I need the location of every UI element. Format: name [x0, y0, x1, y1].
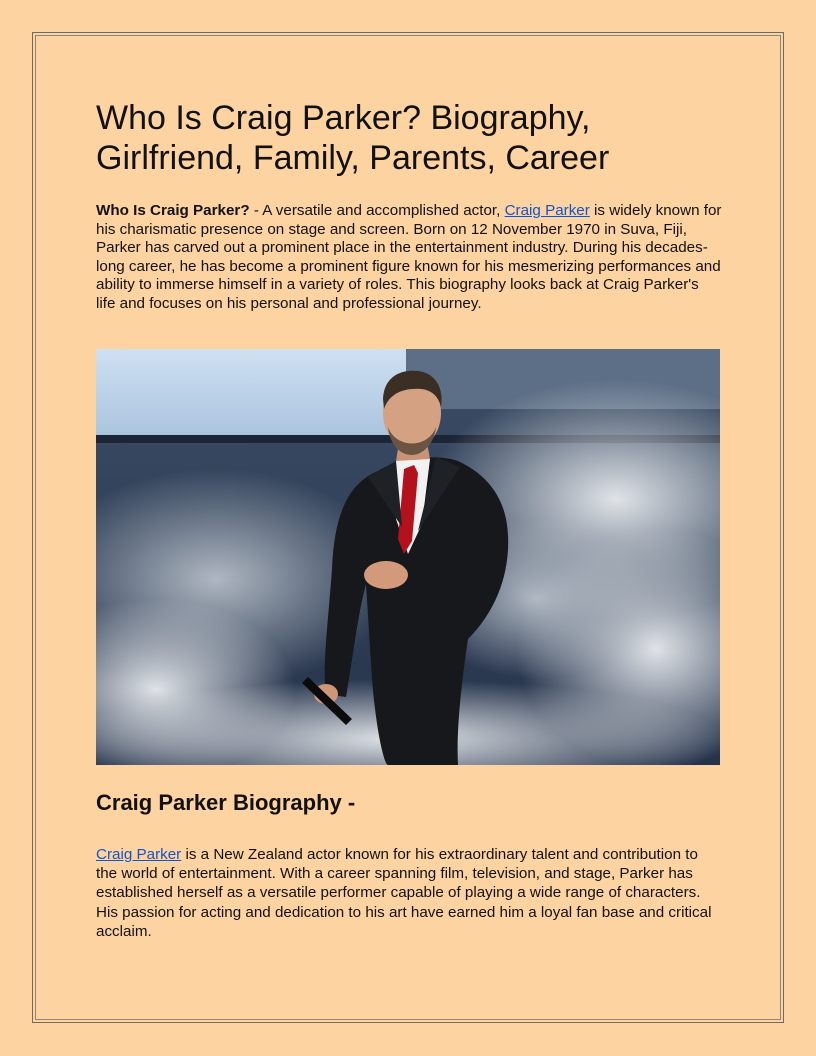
- craig-parker-link[interactable]: Craig Parker: [504, 202, 590, 219]
- biography-paragraph: [96, 845, 722, 941]
- craig-parker-bio-link[interactable]: Craig Parker: [96, 846, 182, 863]
- biography-heading: Craig Parker Biography -: [96, 790, 356, 815]
- intro-lead: Who Is Craig Parker?: [96, 202, 250, 219]
- page-title: Who Is Craig Parker? Biography, Girlfriend, Family, Parents, Career: [96, 99, 610, 177]
- craig-parker-photo: [96, 349, 720, 765]
- intro-text-after-link: is widely known for his charismatic presence on stage and screen. Born on 12 November 1970 in Suva, Fiji, Parker has carved out a prominent place in the entertainment industry. During his decades-long career, he has become a prominent figure known for his mesmerizing performances and ability to immerse himself in a variety of roles. This biography looks back at Craig Parker's life and focuses on his personal and professional journey.: [96, 202, 722, 312]
- intro-text-before-link: - A versatile and accomplished actor,: [249, 202, 505, 219]
- document-body: [96, 98, 722, 313]
- intro-paragraph: [96, 202, 722, 313]
- bio-text: is a New Zealand actor known for his extraordinary talent and contribution to the world of entertainment. With a career spanning film, television, and stage, Parker has established herself as a versatile performer capable of playing a wide range of characters. His passion for acting and dedication to his art have earned him a loyal fan base and critical acclaim.: [96, 846, 712, 940]
